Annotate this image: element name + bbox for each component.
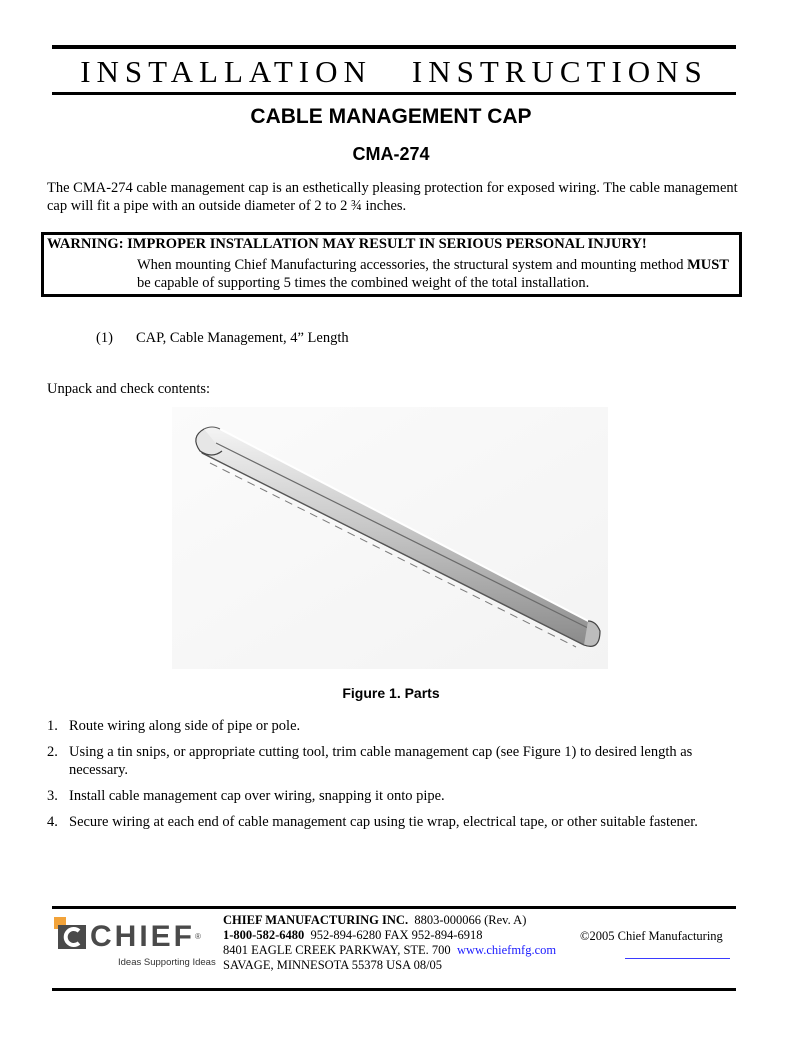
step-item xyxy=(47,717,747,735)
copyright-notice: ©2005 Chief Manufacturing xyxy=(580,929,723,943)
document-title xyxy=(52,54,736,90)
step-number: 2. xyxy=(47,744,58,760)
logo-registered-mark: ® xyxy=(195,932,204,941)
part-quantity: (1) xyxy=(96,330,113,346)
title-underline-rule xyxy=(52,92,736,95)
unpack-instruction: Unpack and check contents: xyxy=(47,381,211,397)
warning-title: WARNING: IMPROPER INSTALLATION MAY RESULT IN SERIOUS PERSONAL INJURY! xyxy=(47,236,647,252)
cable-cap-illustration xyxy=(172,407,608,669)
footer-line-company xyxy=(223,913,556,928)
top-rule xyxy=(52,45,736,49)
warning-body xyxy=(137,256,737,292)
phone-fax: 952-894-6280 FAX 952-894-6918 xyxy=(310,928,483,942)
footer-line-phone xyxy=(223,928,556,943)
step-item xyxy=(47,787,747,805)
warning-body-text: When mounting Chief Manufacturing accessories, the structural system and mounting method xyxy=(137,257,684,273)
step-item xyxy=(47,813,747,831)
tollfree-phone: 1-800-582-6480 xyxy=(223,928,305,942)
logo-wordmark xyxy=(90,922,204,952)
logo-name: CHIEF xyxy=(90,920,195,953)
model-number: CMA-274 xyxy=(352,144,430,164)
step-text: Secure wiring at each end of cable management cap using tie wrap, electrical tape, or other suitable fastener. xyxy=(69,814,698,830)
step-number: 4. xyxy=(47,814,58,830)
product-name: CABLE MANAGEMENT CAP xyxy=(250,105,532,128)
footer-top-rule xyxy=(52,906,736,909)
figure-caption: Figure 1. Parts xyxy=(342,685,440,701)
title-word-instructions: INSTRUCTIONS xyxy=(411,54,708,89)
chief-logo xyxy=(52,913,222,973)
step-text: Using a tin snips, or appropriate cutting tool, trim cable management cap (see Figure 1) to desired length as necessary. xyxy=(69,744,693,778)
footer-bottom-rule xyxy=(52,988,736,991)
website-link[interactable]: www.chiefmfg.com xyxy=(456,943,557,957)
footer-contact xyxy=(223,913,556,973)
parts-list-item xyxy=(96,330,349,347)
step-text: Install cable management cap over wiring, snapping it onto pipe. xyxy=(69,788,445,804)
street-address: 8401 EAGLE CREEK PARKWAY, STE. 700 xyxy=(223,943,451,957)
step-number: 1. xyxy=(47,718,58,734)
warning-box xyxy=(41,232,742,297)
step-item xyxy=(47,743,747,779)
step-text: Route wiring along side of pipe or pole. xyxy=(69,718,301,734)
part-description: CAP, Cable Management, 4” Length xyxy=(136,330,349,346)
warning-body-text-end: be capable of supporting 5 times the combined weight of the total installation. xyxy=(137,275,590,291)
title-word-installation: INSTALLATION xyxy=(80,54,372,89)
company-name: CHIEF MANUFACTURING INC. xyxy=(223,913,409,927)
logo-tagline: Ideas Supporting Ideas xyxy=(118,957,216,968)
city-state-zip: SAVAGE, MINNESOTA 55378 USA 08/05 xyxy=(223,958,443,972)
warning-emphasis: MUST xyxy=(687,257,729,273)
step-number: 3. xyxy=(47,788,58,804)
blue-underline-rule xyxy=(625,958,730,959)
intro-paragraph: The CMA-274 cable management cap is an esthetically pleasing protection for exposed wiring. The cable management cap will fit a pipe with an outside diameter of 2 to 2 ¾ inches. xyxy=(47,180,738,214)
footer-line-address xyxy=(223,943,556,958)
doc-number: 8803-000066 (Rev. A) xyxy=(414,913,527,927)
instruction-steps xyxy=(47,717,747,839)
